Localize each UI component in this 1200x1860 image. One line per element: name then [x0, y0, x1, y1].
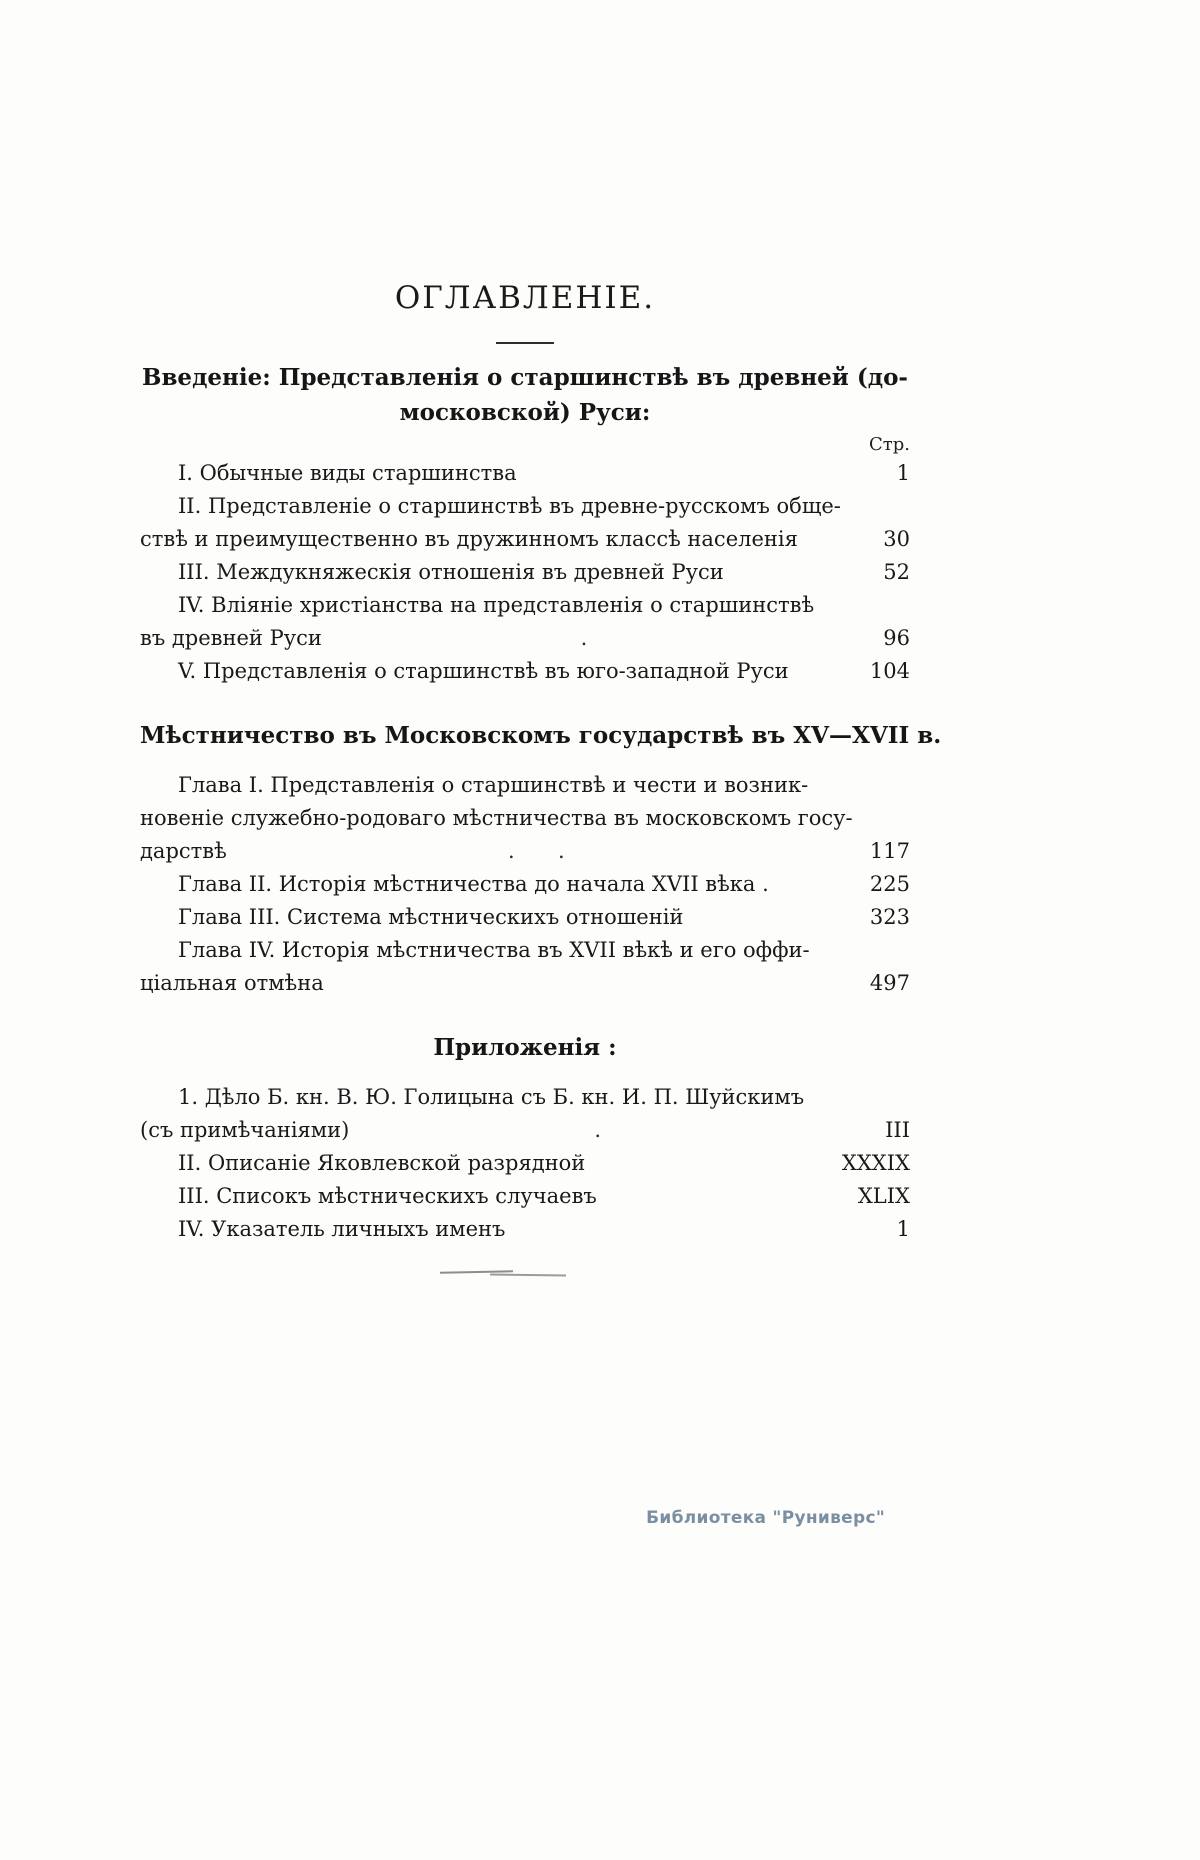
page-number: 225: [869, 872, 910, 896]
toc-line: [140, 901, 910, 934]
toc-line: [140, 589, 910, 622]
entry-text: II. Описаніе Яковлевской разрядной: [178, 1151, 586, 1175]
toc-line: [140, 769, 910, 802]
section-heading-line: Мѣстничество въ Московскомъ государствѣ въ XV—XVII в.: [140, 722, 942, 749]
page-number: 1: [896, 1217, 910, 1241]
toc-line: [140, 655, 910, 688]
toc-entries: [140, 1081, 910, 1246]
toc-entry: [140, 589, 910, 655]
leader-dots: .: [580, 626, 598, 650]
entry-text: II. Представленіе о старшинствѣ въ древне-русскомъ обще-: [178, 494, 841, 518]
toc-line: [140, 622, 910, 655]
entry-text: III. Междукняжескія отношенія въ древней Руси: [178, 560, 724, 584]
toc-entry: [140, 868, 910, 901]
toc-entry: [140, 655, 910, 688]
page-number: 497: [869, 971, 910, 995]
toc-line: [140, 523, 910, 556]
section-heading-line: московской) Руси:: [399, 399, 651, 426]
page-number: 117: [869, 839, 910, 863]
entry-text: 1. Дѣло Б. кн. В. Ю. Голицына съ Б. кн. И. П. Шуйскимъ: [178, 1085, 805, 1109]
page-number: XLIX: [857, 1184, 910, 1208]
toc-entry: [140, 1213, 910, 1246]
title-divider: [496, 342, 554, 344]
entry-text: IV. Указатель личныхъ именъ: [178, 1217, 506, 1241]
toc-entry: [140, 901, 910, 934]
entry-text: новеніе служебно-родоваго мѣстничества въ московскомъ госу-: [140, 806, 853, 830]
end-ornament: [440, 1270, 566, 1278]
page-column-label: Стр.: [869, 434, 910, 455]
page-number: 30: [883, 527, 910, 551]
page-number: XXXIX: [841, 1151, 910, 1175]
toc-section: [140, 1030, 910, 1246]
page-number: 323: [869, 905, 910, 929]
page-number: 96: [883, 626, 910, 650]
toc-entry: [140, 934, 910, 1000]
toc-line: [140, 967, 910, 1000]
section-heading-line: Приложенія :: [433, 1034, 617, 1061]
entry-text: (съ примѣчаніями): [140, 1118, 350, 1142]
toc-entry: [140, 457, 910, 490]
toc-line: [140, 556, 910, 589]
entry-text: Глава IV. Исторія мѣстничества въ XVII вѣкѣ и его оффи-: [178, 938, 810, 962]
toc-entry: [140, 1180, 910, 1213]
toc-line: [140, 1213, 910, 1246]
toc-line: [140, 457, 910, 490]
section-heading: [140, 360, 910, 430]
page-title: ОГЛАВЛЕНІЕ.: [394, 280, 656, 316]
toc-entries: [140, 769, 910, 1000]
entry-text: Глава I. Представленія о старшинствѣ и чести и возник-: [178, 773, 809, 797]
toc-section: [140, 360, 910, 688]
toc-entry: [140, 556, 910, 589]
toc-entry: [140, 490, 910, 556]
toc-entry: [140, 1147, 910, 1180]
entry-text: ціальная отмѣна: [140, 971, 324, 995]
toc-line: [140, 934, 910, 967]
toc-line: [140, 1081, 910, 1114]
section-heading-line: Введеніе: Представленія о старшинствѣ въ древней (до-: [142, 364, 908, 391]
entry-text: I. Обычные виды старшинства: [178, 461, 517, 485]
entry-text: Глава II. Исторія мѣстничества до начала XVII вѣка .: [178, 872, 769, 896]
leader-dots: .: [594, 1118, 611, 1142]
toc-line: [140, 1147, 910, 1180]
section-heading: [140, 718, 942, 753]
leader-dots: . .: [508, 839, 575, 863]
entry-text: ствѣ и преимущественно въ дружинномъ классѣ населенія: [140, 527, 798, 551]
page-number: III: [885, 1118, 910, 1142]
toc-line: [140, 802, 910, 835]
toc-line: [140, 1114, 910, 1147]
entry-text: III. Списокъ мѣстническихъ случаевъ: [178, 1184, 597, 1208]
toc-entries: [140, 457, 910, 688]
toc-line: [140, 490, 910, 523]
entry-text: IV. Вліяніе христіанства на представленія о старшинствѣ: [178, 593, 815, 617]
library-watermark: Библиотека "Руниверс": [646, 1508, 885, 1528]
page-content: [140, 0, 942, 1246]
toc-line: [140, 868, 910, 901]
toc-entry: [140, 769, 910, 868]
entry-text: Глава III. Система мѣстническихъ отношеній: [178, 905, 684, 929]
page-number: 1: [896, 461, 910, 485]
toc-sections: [140, 360, 942, 1246]
toc-section: [140, 718, 942, 1000]
toc-line: [140, 1180, 910, 1213]
page-number: 52: [883, 560, 910, 584]
section-heading: [140, 1030, 910, 1065]
entry-text: V. Представленія о старшинствѣ въ юго-западной Руси: [178, 659, 789, 683]
entry-text: въ древней Руси: [140, 626, 322, 650]
toc-entry: [140, 1081, 910, 1147]
page-number: 104: [869, 659, 910, 683]
entry-text: дарствѣ: [140, 839, 227, 863]
toc-line: [140, 835, 910, 868]
